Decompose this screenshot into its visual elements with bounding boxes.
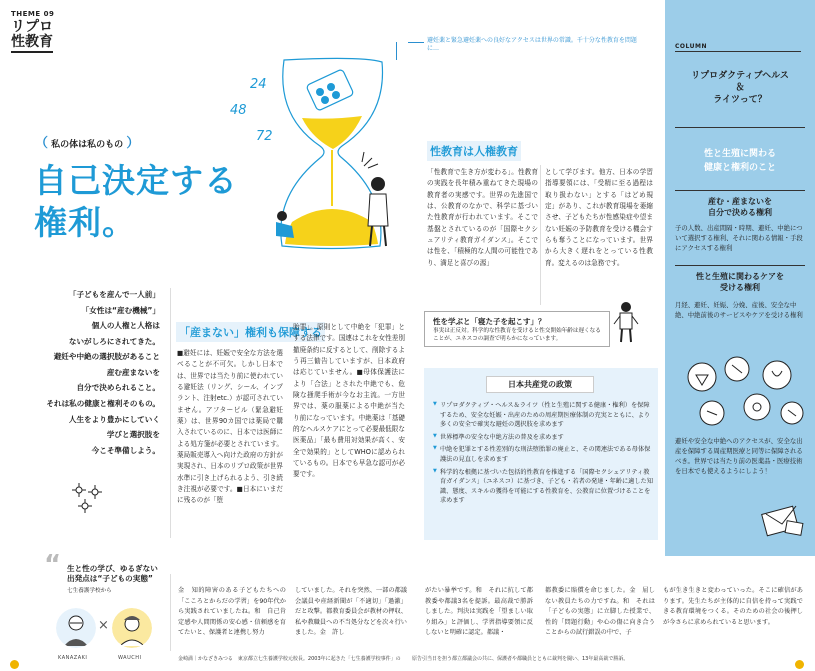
lead-text bbox=[38, 287, 160, 458]
policy-list bbox=[433, 401, 653, 509]
column-heading-line: 性と生殖に関わるケアを bbox=[696, 272, 784, 281]
lead-line: ないがしろにされてきた。 bbox=[68, 336, 160, 346]
hour-number: 24 bbox=[250, 77, 267, 92]
footnote: 金崎満｜かなざきみつる 東京都立七生養護学校元校長。2003年に起きた「七生養護学校事件」の bbox=[178, 656, 401, 662]
column-title-line: ライツって？ bbox=[713, 95, 767, 106]
column-heading bbox=[675, 197, 805, 219]
column-heading-line: 自分で決める権利 bbox=[708, 207, 772, 217]
hourglass-illustration bbox=[212, 46, 422, 258]
dialogue-column: していました。それを突然、一部の都議会議員や産経新聞が「不適切」「過激」だと攻撃。都教育委員会が教材の押収、私や教職員への不当処分などを次々行いました。金 許し bbox=[295, 587, 407, 637]
body-column: ■避妊には、妊娠で安全な方法を選べることが不可欠。しかし日本では、世界では当たり前に使われている避妊法（リング、シール、インプラント、注射etc.）が認可されていません。アフターピル（緊急避妊薬）は、世界90カ国では薬局で購入されているのに、日本では医師による処方箋が必要とされています。薬局販売導入へ向けた政府の方針が実現され、日本のリプロ政策が世界水準に引き上げられるよう、引き続き注視が必要です。■日本にいまだに残るのが「堕 bbox=[177, 349, 283, 505]
policy-item: ▼ 世界標準の安全な中絶方法の普及を求めます bbox=[433, 433, 653, 443]
subtitle bbox=[35, 132, 139, 151]
standing-person-icon bbox=[611, 300, 641, 344]
column-title-line: ＆ bbox=[735, 83, 745, 94]
hourglass-sand-bottom bbox=[285, 209, 378, 246]
dialogue-column: 金 知的障害のある子どもたちへの「こころとからだの学習」を90年代から実践されていましたね。和 自己肯定感や人間関係の安心感・信頼感を育てたいと、保護者と連携し努力 bbox=[178, 587, 286, 637]
sparkle-icon bbox=[362, 152, 378, 168]
hourglass-sand-top bbox=[302, 116, 362, 149]
divider bbox=[170, 288, 171, 538]
hour-number: 48 bbox=[230, 103, 247, 118]
body-column: として学びます。他方、日本の学習指導要領には、「受精に至る過程は取り扱わない」とする「はどめ規定」があり、これが教育現場を萎縮させ、子どもたちが性感染症や望まない妊娠の予防教育を受ける機会すらも奪うことになっています。世界から大きく遅れをとっている性教育。変えるのは急務です。 bbox=[545, 168, 653, 267]
cross-mark: × bbox=[98, 618, 109, 633]
lead-line: 産む産まないを bbox=[106, 367, 160, 377]
column-title-line: リプロダクティブヘルス bbox=[691, 71, 789, 81]
dialogue-column: がたい暴挙です。和 それに抗して都教委や都議3名を提訴。最高裁で勝訴しました。判決は実践を「望ましい取り組み」と評価し、学習指導要領に反しないと明確に認定。都議・ bbox=[425, 587, 533, 637]
column-heading-line: 産む・産まないを bbox=[708, 197, 772, 206]
divider bbox=[170, 574, 171, 651]
envelope-icon bbox=[758, 500, 806, 540]
theme-title-line1: リプロ bbox=[11, 19, 53, 35]
main-title-line1: 自己決定する bbox=[34, 161, 238, 200]
column-label: COLUMN bbox=[675, 43, 801, 52]
person-figure-icon bbox=[368, 177, 388, 246]
main-title bbox=[34, 160, 238, 244]
lead-line: 今こそ準備しよう。 bbox=[91, 445, 160, 455]
dialogue-subtitle: 七生養護学校から bbox=[67, 588, 112, 594]
policy-item: ▼ 科学的な根拠に基づいた包括的性教育を推進する「国際セクシュアリティ教育ガイダンス」（ユネスコ）に基づき、子ども・若者の発達・年齢に適した知識、態度、スキルの獲得を可能にする性教育を、公教育に位置づけることを求めます bbox=[433, 468, 653, 506]
paren-open: （ bbox=[35, 136, 49, 151]
theme-title-line2: 性教育 bbox=[11, 33, 53, 50]
divider bbox=[675, 127, 805, 128]
divider bbox=[540, 165, 541, 305]
section-heading: 性教育は人権教育 bbox=[427, 141, 521, 161]
page-marker-icon bbox=[795, 660, 804, 669]
lead-line: 人生をより豊かにしていく bbox=[68, 414, 160, 424]
column-heading bbox=[675, 272, 805, 294]
question-text: 事実は正反対。科学的な性教育を受けると性交開始年齢は遅くなることが、ユネスコの調査で明らかになっています。 bbox=[433, 328, 601, 343]
policy-item: ▼ リプロダクティブ・ヘルス＆ライツ（性と生殖に関する健康・権利）を保障するため、安全な妊娠・出産のための周産期医療体制の充実とともに、より多くの安全で確実な避妊の選択肢を求めます bbox=[433, 401, 653, 430]
body-column: 胎罪」。原則として中絶を「犯罪」とする法律です。国連はこれを女性差別撤廃条約に反するとして、削除するよう再三勧告していますが、日本政府は応じていません。■母体保護法により「合法」とされた中絶でも、危険な掻爬手術が今なお主流。一方世界では、薬の服薬による中絶が当たり前になっています。中絶薬は「基礎的なヘルスケアにとって必要最低限な医薬品」「最も費用対効果が高く、安全で効果的」としてWHOに認められているもの。日本でも早急な認可が必要です。 bbox=[293, 323, 405, 479]
lead-line: 学びと選択肢を bbox=[106, 430, 160, 440]
column-title bbox=[675, 70, 805, 106]
policy-item: ▼ 中絶を犯罪とする性差別的な刑法堕胎罪の廃止と、その関連法である母体保護法の見直しを求めます bbox=[433, 445, 653, 464]
lead-line: それは私の健康と権利そのもの。 bbox=[46, 398, 160, 408]
lead-line: 自分で決められること。 bbox=[76, 383, 160, 393]
lead-line: 避妊や中絶の選択肢があること bbox=[53, 352, 160, 362]
theme-title bbox=[11, 20, 53, 53]
column-subtitle-line: 健康と権利のこと bbox=[703, 162, 776, 173]
column-text: 子の人数、出産間隔・時期、避妊、中絶について選択する権利、それに関わる情報・手段にアクセスする権利 bbox=[675, 224, 803, 252]
dialogue-section bbox=[0, 550, 815, 671]
divider bbox=[675, 265, 805, 266]
divider bbox=[675, 190, 805, 191]
policy-title: 日本共産党の政策 bbox=[486, 376, 594, 393]
dialogue-column: もが生き生きと変わっていった。そこに確信があります。先生たちが主体的に自信を持って実践できる教育環境をつくる。そのための社会の後押しが今さらに求められていると思います。 bbox=[663, 587, 803, 626]
flower-doodle-icon bbox=[67, 478, 107, 518]
avatar bbox=[56, 608, 96, 648]
column-text: 月経、避妊、妊娠、分娩、産後、安全な中絶、中絶前後のサービスやケアを受ける権利 bbox=[675, 301, 803, 319]
speech-bubbles-illustration bbox=[682, 355, 807, 430]
lead-line: 「子どもを産んで一人前」 bbox=[68, 290, 160, 299]
person-name: WAUCHI bbox=[118, 655, 142, 661]
callout-line bbox=[408, 42, 424, 43]
main-title-line2: 権利。 bbox=[34, 203, 136, 243]
column-subtitle-line: 性と生殖に関わる bbox=[703, 149, 776, 159]
policy-box bbox=[424, 368, 658, 540]
pill-pack-icon bbox=[306, 69, 354, 111]
column-sidebar bbox=[665, 0, 815, 556]
column-subtitle bbox=[675, 148, 805, 175]
quote-mark-icon: “ bbox=[44, 550, 62, 580]
callout-text: 避妊薬と緊急避妊薬への良好なアクセスは世界の常識。千十分な性教育を問題に… bbox=[427, 37, 637, 53]
hourglass-sand-stream bbox=[331, 150, 333, 206]
paren-close: ） bbox=[126, 136, 140, 151]
dialogue-title bbox=[67, 564, 158, 585]
column-heading-line: 受ける権利 bbox=[720, 282, 760, 292]
lead-line: 個人の人権と人格は bbox=[91, 321, 160, 331]
body-column: 「性教育で生き方が変わる」。性教育の実践を長年積み重ねてきた現場の教育者の実感です。世界の先進国では、公教育のなかで、科学に基づいた性教育が行われています。そこで基盤とされているのが「国際セクシュアリティ教育ガイダンス」。そこでは性を、「積極的な人間の可能性であり、満足と喜びの源」 bbox=[427, 168, 538, 267]
question-title: 性を学ぶと「寝た子を起こす」？ bbox=[433, 317, 546, 326]
column-conclusion: 避妊や安全な中絶へのアクセスが、安全な出産を保障する周産期医療と同等に保障されるべき。世界では当たり前の医薬品・医療技術を日本でも使えるようにしよう！ bbox=[675, 437, 803, 475]
person-name: KANAZAKI bbox=[58, 655, 88, 661]
dialogue-title-line: 出発点は“子どもの実態” bbox=[67, 574, 153, 584]
avatar bbox=[112, 608, 152, 648]
question-box bbox=[424, 311, 610, 347]
footnote: 原告引当日を担う都立都議会の共に、保護者や都職員とともに裁判を闘い、13年最高裁で勝訴。 bbox=[412, 656, 629, 662]
page-marker-icon bbox=[10, 660, 19, 669]
dialogue-column: 都教委に賠償を命じました。金 屈しない教員たちの力ですね。和 それは「子どもの実態」に立脚した授業で、性的「問題行動」や心の傷に向き合うことからの試行錯誤の中で、子 bbox=[545, 587, 655, 637]
lead-line: 「女性は“産む機械”」 bbox=[81, 305, 160, 315]
hour-number: 72 bbox=[256, 129, 273, 144]
section-heading: 「産まない」権利も保障する bbox=[176, 322, 325, 342]
dialogue-title-line: 生と性の学び、ゆるぎない bbox=[67, 564, 158, 573]
theme-label: THEME 09 bbox=[11, 10, 55, 18]
subtitle-text: 私の体は私のもの bbox=[51, 140, 124, 150]
